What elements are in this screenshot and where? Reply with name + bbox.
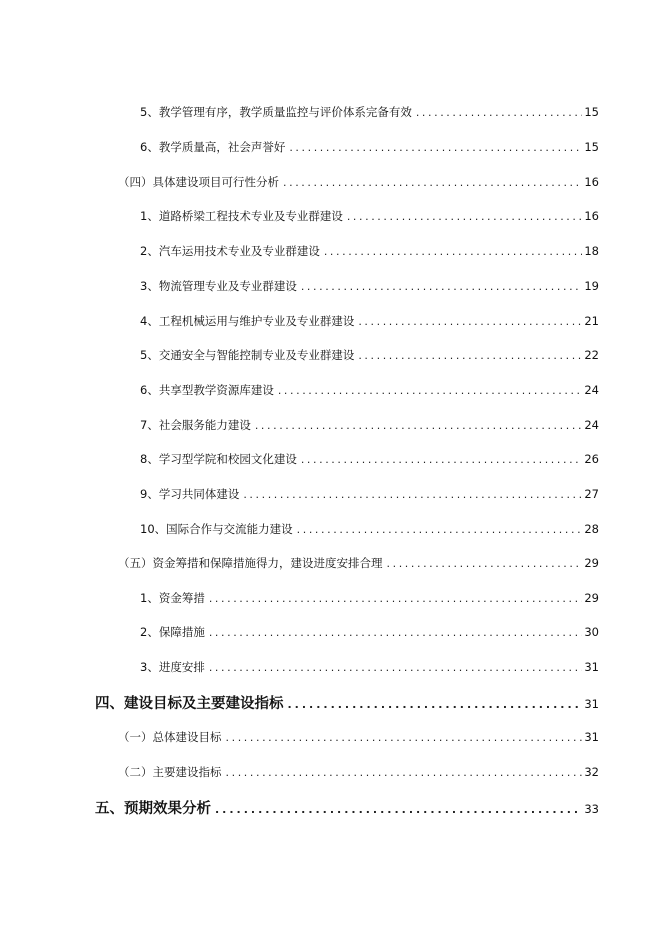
- toc-entry[interactable]: [140, 590, 599, 606]
- toc-entry-title: 2、汽车运用技术专业及专业群建设: [140, 244, 320, 258]
- toc-chapter[interactable]: [95, 692, 599, 713]
- dot-leader: [288, 698, 583, 711]
- toc-entry-page: 32: [584, 765, 599, 779]
- dot-leader: [301, 280, 583, 293]
- toc-entry-page: 16: [584, 209, 599, 223]
- toc-entry-title: 1、道路桥梁工程技术专业及专业群建设: [140, 209, 343, 223]
- toc-entry-title: 7、社会服务能力建设: [140, 418, 251, 432]
- dot-leader: [301, 453, 583, 466]
- toc-entry-page: 31: [584, 697, 599, 711]
- toc-entry-page: 24: [584, 383, 599, 397]
- toc-entry[interactable]: [140, 624, 599, 640]
- toc-entry-title: 6、共享型教学资源库建设: [140, 383, 274, 397]
- toc-entry-page: 31: [584, 730, 599, 744]
- toc-entry-title: 2、保障措施: [140, 625, 205, 639]
- dot-leader: [324, 245, 583, 258]
- toc-entry-title: 6、教学质量高，社会声誉好: [140, 140, 286, 154]
- toc-entry-page: 21: [584, 314, 599, 328]
- toc-chapter-title: 五、预期效果分析: [95, 801, 211, 817]
- toc-entry-title: 1、资金筹措: [140, 591, 205, 605]
- dot-leader: [226, 731, 583, 744]
- dot-leader: [416, 106, 583, 119]
- toc-entry-title: （二）主要建设指标: [118, 765, 222, 779]
- toc-entry-page: 30: [584, 625, 599, 639]
- toc-entry-page: 31: [584, 660, 599, 674]
- toc-entry[interactable]: [118, 729, 599, 745]
- toc-entry[interactable]: [140, 243, 599, 259]
- toc-entry[interactable]: [140, 139, 599, 155]
- dot-leader: [226, 766, 583, 779]
- dot-leader: [358, 349, 582, 362]
- toc-entry[interactable]: [140, 313, 599, 329]
- toc-entry[interactable]: [140, 208, 599, 224]
- dot-leader: [347, 210, 583, 223]
- toc-entry-title: 3、进度安排: [140, 660, 205, 674]
- toc-entry-title: 5、教学管理有序，教学质量监控与评价体系完备有效: [140, 105, 412, 119]
- dot-leader: [243, 488, 582, 501]
- dot-leader: [283, 176, 582, 189]
- toc-chapter[interactable]: [95, 797, 599, 818]
- toc-entry-page: 15: [584, 105, 599, 119]
- toc-entry-page: 33: [584, 802, 599, 816]
- dot-leader: [255, 419, 583, 432]
- dot-leader: [289, 141, 582, 154]
- dot-leader: [278, 384, 583, 397]
- toc-entry[interactable]: [140, 417, 599, 433]
- toc-entry-page: 22: [584, 348, 599, 362]
- toc-entry-page: 24: [584, 418, 599, 432]
- toc-entry-title: 8、学习型学院和校园文化建设: [140, 452, 297, 466]
- toc-entry[interactable]: [140, 659, 599, 675]
- dot-leader: [209, 626, 583, 639]
- dot-leader: [209, 592, 583, 605]
- dot-leader: [209, 661, 583, 674]
- toc-entry-page: 26: [584, 452, 599, 466]
- toc-entry[interactable]: [140, 382, 599, 398]
- dot-leader: [215, 803, 582, 816]
- toc-entry[interactable]: [140, 278, 599, 294]
- toc-entry-page: 29: [584, 591, 599, 605]
- toc-entry-title: 9、学习共同体建设: [140, 487, 240, 501]
- toc-entry[interactable]: [140, 451, 599, 467]
- toc-entry-title: （四）具体建设项目可行性分析: [118, 175, 279, 189]
- toc-entry-page: 18: [584, 244, 599, 258]
- dot-leader: [358, 315, 582, 328]
- toc-entry-title: 3、物流管理专业及专业群建设: [140, 279, 297, 293]
- toc-entry[interactable]: [140, 347, 599, 363]
- toc-entry-page: 19: [584, 279, 599, 293]
- toc-entry[interactable]: [140, 486, 599, 502]
- toc-entry[interactable]: [118, 555, 599, 571]
- toc-entry-page: 15: [584, 140, 599, 154]
- toc-entry-page: 29: [584, 556, 599, 570]
- toc-entry-title: （五）资金筹措和保障措施得力，建设进度安排合理: [118, 556, 383, 570]
- toc-entry[interactable]: [118, 764, 599, 780]
- toc-entry[interactable]: [140, 104, 599, 120]
- toc-entry-page: 16: [584, 175, 599, 189]
- dot-leader: [297, 523, 583, 536]
- toc-entry[interactable]: [140, 521, 599, 537]
- toc-entry-title: （一）总体建设目标: [118, 730, 222, 744]
- toc-entry-page: 27: [584, 487, 599, 501]
- toc-chapter-title: 四、建设目标及主要建设指标: [95, 696, 284, 712]
- toc-entry-title: 5、交通安全与智能控制专业及专业群建设: [140, 348, 355, 362]
- toc-entry[interactable]: [118, 174, 599, 190]
- dot-leader: [387, 557, 583, 570]
- toc-entry-title: 4、工程机械运用与维护专业及专业群建设: [140, 314, 355, 328]
- toc-entry-title: 10、国际合作与交流能力建设: [140, 522, 293, 536]
- toc-entry-page: 28: [584, 522, 599, 536]
